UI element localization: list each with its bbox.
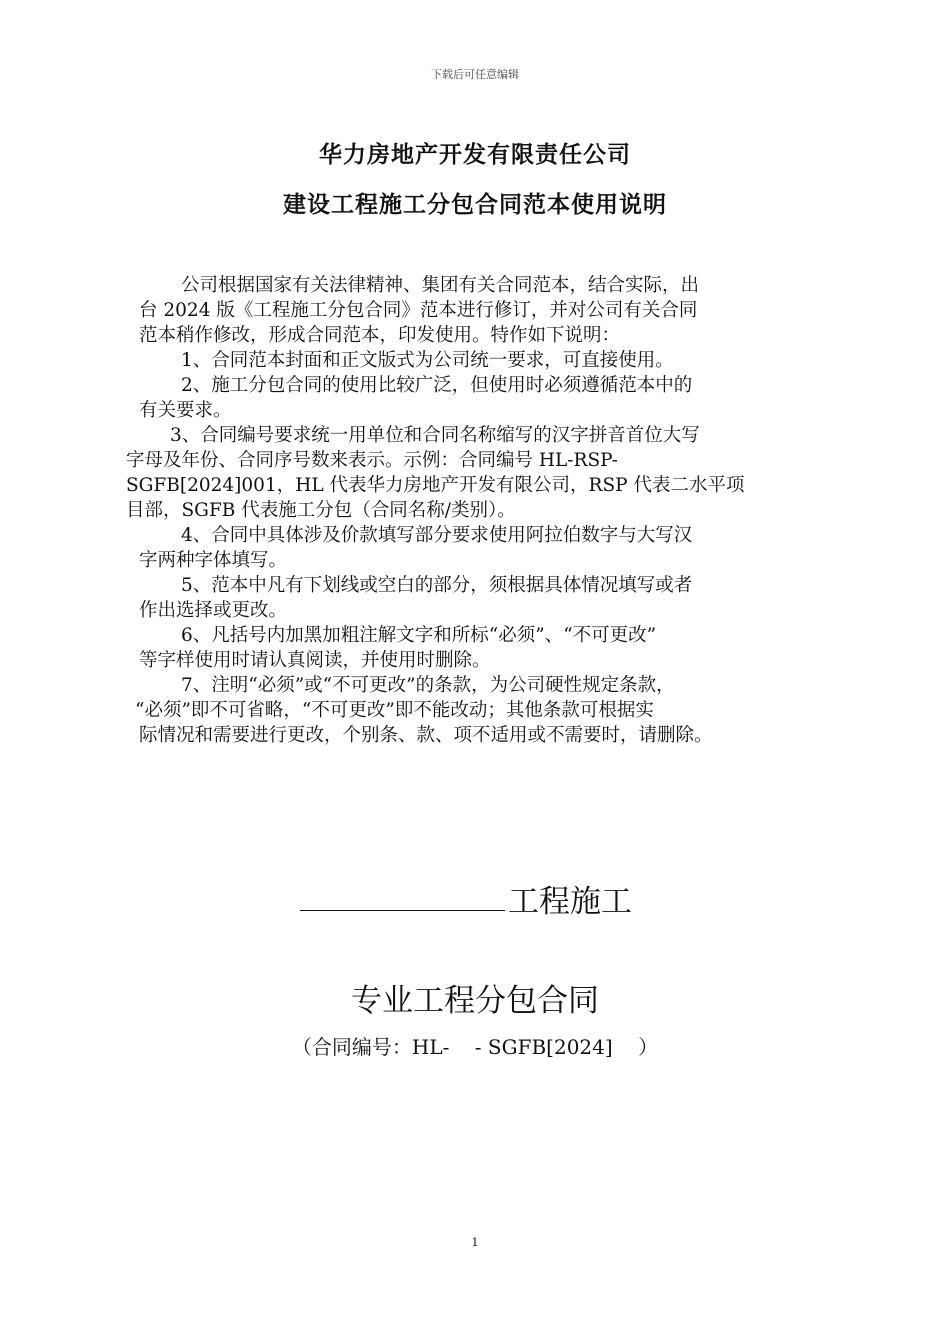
body-line: 5、范本中凡有下划线或空白的部分，须根据具体情况填写或者: [181, 575, 693, 596]
contract-number: （合同编号：HL- - SGFB[2024] ）: [291, 1035, 659, 1059]
body-line: 3、合同编号要求统一用单位和合同名称缩写的汉字拼音首位大写: [170, 425, 700, 446]
body-line: 作出选择或更改。: [139, 600, 288, 621]
page-number: 1: [471, 1236, 479, 1249]
body-line: 际情况和需要进行更改，个别条、款、项不适用或不需要时，请删除。: [139, 725, 713, 746]
cover-title-contract: 专业工程分包合同: [351, 983, 599, 1019]
body-line: 台 2024 版《工程施工分包合同》范本进行修订，并对公司有关合同: [139, 300, 698, 321]
body-line: 2、施工分包合同的使用比较广泛，但使用时必须遵循范本中的: [181, 375, 693, 396]
body-line: 有关要求。: [139, 400, 232, 421]
body-line: 字母及年份、合同序号数来表示。示例：合同编号 HL-RSP-: [126, 450, 618, 471]
project-name-blank: [300, 878, 505, 911]
header-note: 下载后可任意编辑: [431, 68, 519, 81]
body-line: 等字样使用时请认真阅读，并使用时删除。: [139, 650, 491, 671]
document-title-subject: 建设工程施工分包合同范本使用说明: [283, 192, 667, 218]
body-line: 1、合同范本封面和正文版式为公司统一要求，可直接使用。: [181, 350, 674, 371]
body-line: 4、合同中具体涉及价款填写部分要求使用阿拉伯数字与大写汉: [181, 525, 693, 546]
body-line: 7、注明“必须”或“不可更改”的条款，为公司硬性规定条款，: [181, 675, 675, 696]
body-line: “必须”即不可省略，“不可更改”即不能改动；其他条款可根据实: [135, 700, 654, 721]
body-line: 目部，SGFB 代表施工分包（合同名称/类别）。: [126, 500, 516, 521]
body-line: 公司根据国家有关法律精神、集团有关合同范本，结合实际，出: [181, 275, 700, 296]
body-line: 字两种字体填写。: [139, 550, 288, 571]
body-line: SGFB[2024]001，HL 代表华力房地产开发有限公司，RSP 代表二水平项: [126, 475, 745, 496]
body-line: 范本稍作修改，形成合同范本，印发使用。特作如下说明：: [139, 325, 621, 346]
body-line: 6、凡括号内加黑加粗注解文字和所标“必须”、“不可更改”: [181, 625, 657, 646]
document-title-company: 华力房地产开发有限责任公司: [319, 142, 631, 168]
cover-title-project: 工程施工: [508, 884, 632, 920]
